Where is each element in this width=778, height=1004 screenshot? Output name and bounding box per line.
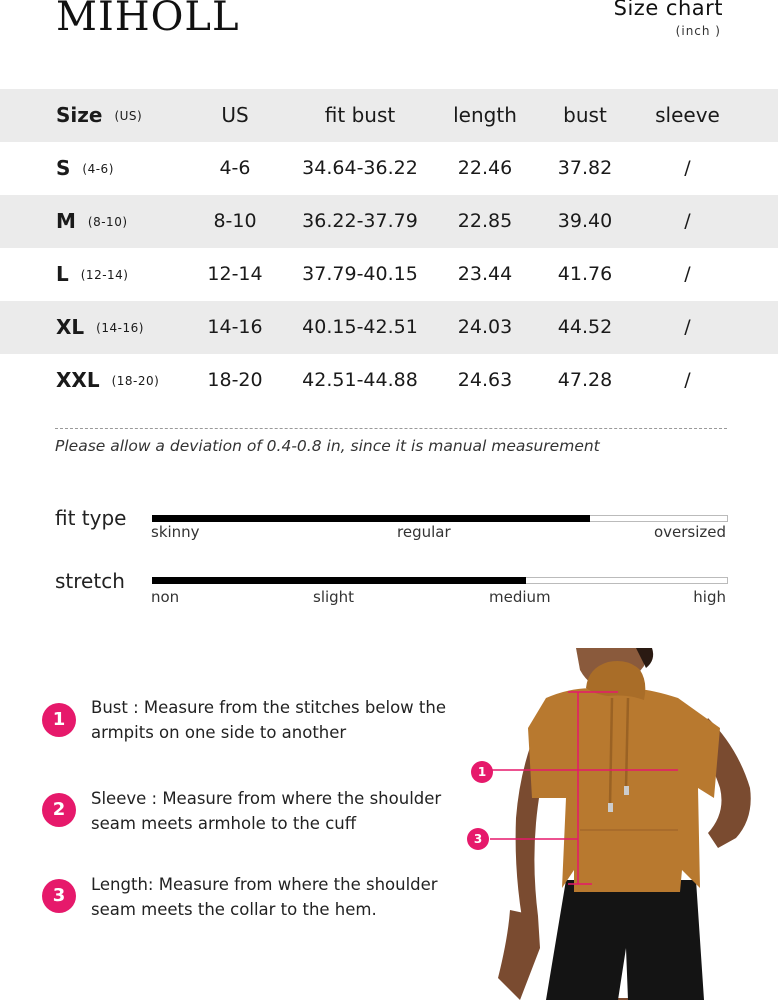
row-us: 4-6 xyxy=(219,157,251,179)
row-length: 23.44 xyxy=(457,263,513,285)
row-us: 18-20 xyxy=(207,369,263,391)
dashed-divider xyxy=(55,428,727,429)
deviation-note: Please allow a deviation of 0.4-0.8 in, since it is manual measurement xyxy=(55,437,600,455)
row-bust: 41.76 xyxy=(557,263,613,285)
row-sleeve: / xyxy=(684,210,691,232)
stretch-tick-medium: medium xyxy=(489,588,551,606)
row-size: M (8-10) xyxy=(56,209,128,233)
table-row xyxy=(0,195,778,248)
stretch-bar xyxy=(152,577,728,584)
row-fit-bust: 42.51-44.88 xyxy=(302,369,418,391)
row-size: XL (14-16) xyxy=(56,315,144,339)
stretch-tick-non: non xyxy=(151,588,180,606)
row-size: L (12-14) xyxy=(56,262,129,286)
row-size: S (4-6) xyxy=(56,156,114,180)
photo-marker-bust: 1 xyxy=(471,761,493,783)
row-sleeve: / xyxy=(684,157,691,179)
instruction-badge-2: 2 xyxy=(42,793,76,827)
chart-title: Size chart xyxy=(613,0,723,20)
instruction-length: Length: Measure from where the shoulder seam meets the collar to the hem. xyxy=(91,875,438,919)
brand-logo: MIHOLL xyxy=(56,0,240,40)
instruction-sleeve: Sleeve : Measure from where the shoulder seam meets armhole to the cuff xyxy=(91,789,442,833)
header-fit-bust: fit bust xyxy=(324,103,396,127)
instruction-bust: Bust : Measure from the stitches below the armpits on one side to another xyxy=(91,698,446,742)
table-row xyxy=(0,248,778,301)
row-us: 14-16 xyxy=(207,316,263,338)
fit-type-label: fit type xyxy=(55,506,127,530)
header-size: Size (US) xyxy=(56,103,143,127)
table-row xyxy=(0,354,778,407)
row-us: 8-10 xyxy=(213,210,257,232)
stretch-bar-fill xyxy=(152,577,526,584)
fit-type-tick-skinny: skinny xyxy=(151,523,200,541)
header-sleeve: sleeve xyxy=(655,103,720,127)
stretch-tick-slight: slight xyxy=(313,588,355,606)
model-photo xyxy=(468,648,778,1000)
row-bust: 47.28 xyxy=(557,369,613,391)
row-length: 24.63 xyxy=(457,369,513,391)
header-bust: bust xyxy=(563,103,607,127)
row-bust: 44.52 xyxy=(557,316,613,338)
row-fit-bust: 40.15-42.51 xyxy=(302,316,418,338)
row-length: 24.03 xyxy=(457,316,513,338)
stretch-label: stretch xyxy=(55,569,125,593)
row-length: 22.85 xyxy=(457,210,513,232)
table-header-row xyxy=(0,89,778,142)
row-fit-bust: 37.79-40.15 xyxy=(302,263,418,285)
row-us: 12-14 xyxy=(207,263,263,285)
header-length: length xyxy=(453,103,517,127)
model-illustration xyxy=(468,648,778,1000)
row-bust: 39.40 xyxy=(557,210,613,232)
row-size: XXL (18-20) xyxy=(56,368,160,392)
fit-type-bar xyxy=(152,515,728,522)
instruction-badge-3: 3 xyxy=(42,879,76,913)
fit-type-bar-fill xyxy=(152,515,590,522)
row-sleeve: / xyxy=(684,369,691,391)
instruction-badge-1: 1 xyxy=(42,703,76,737)
row-bust: 37.82 xyxy=(557,157,613,179)
row-sleeve: / xyxy=(684,263,691,285)
table-row xyxy=(0,301,778,354)
header-us: US xyxy=(221,103,249,127)
fit-type-tick-regular: regular xyxy=(397,523,451,541)
fit-type-tick-oversized: oversized xyxy=(653,523,726,541)
photo-marker-length: 3 xyxy=(467,828,489,850)
table-row xyxy=(0,142,778,195)
row-fit-bust: 36.22-37.79 xyxy=(302,210,418,232)
stretch-tick-high: high xyxy=(693,588,726,606)
row-length: 22.46 xyxy=(457,157,513,179)
row-sleeve: / xyxy=(684,316,691,338)
row-fit-bust: 34.64-36.22 xyxy=(302,157,418,179)
chart-unit: (inch ) xyxy=(675,24,721,38)
